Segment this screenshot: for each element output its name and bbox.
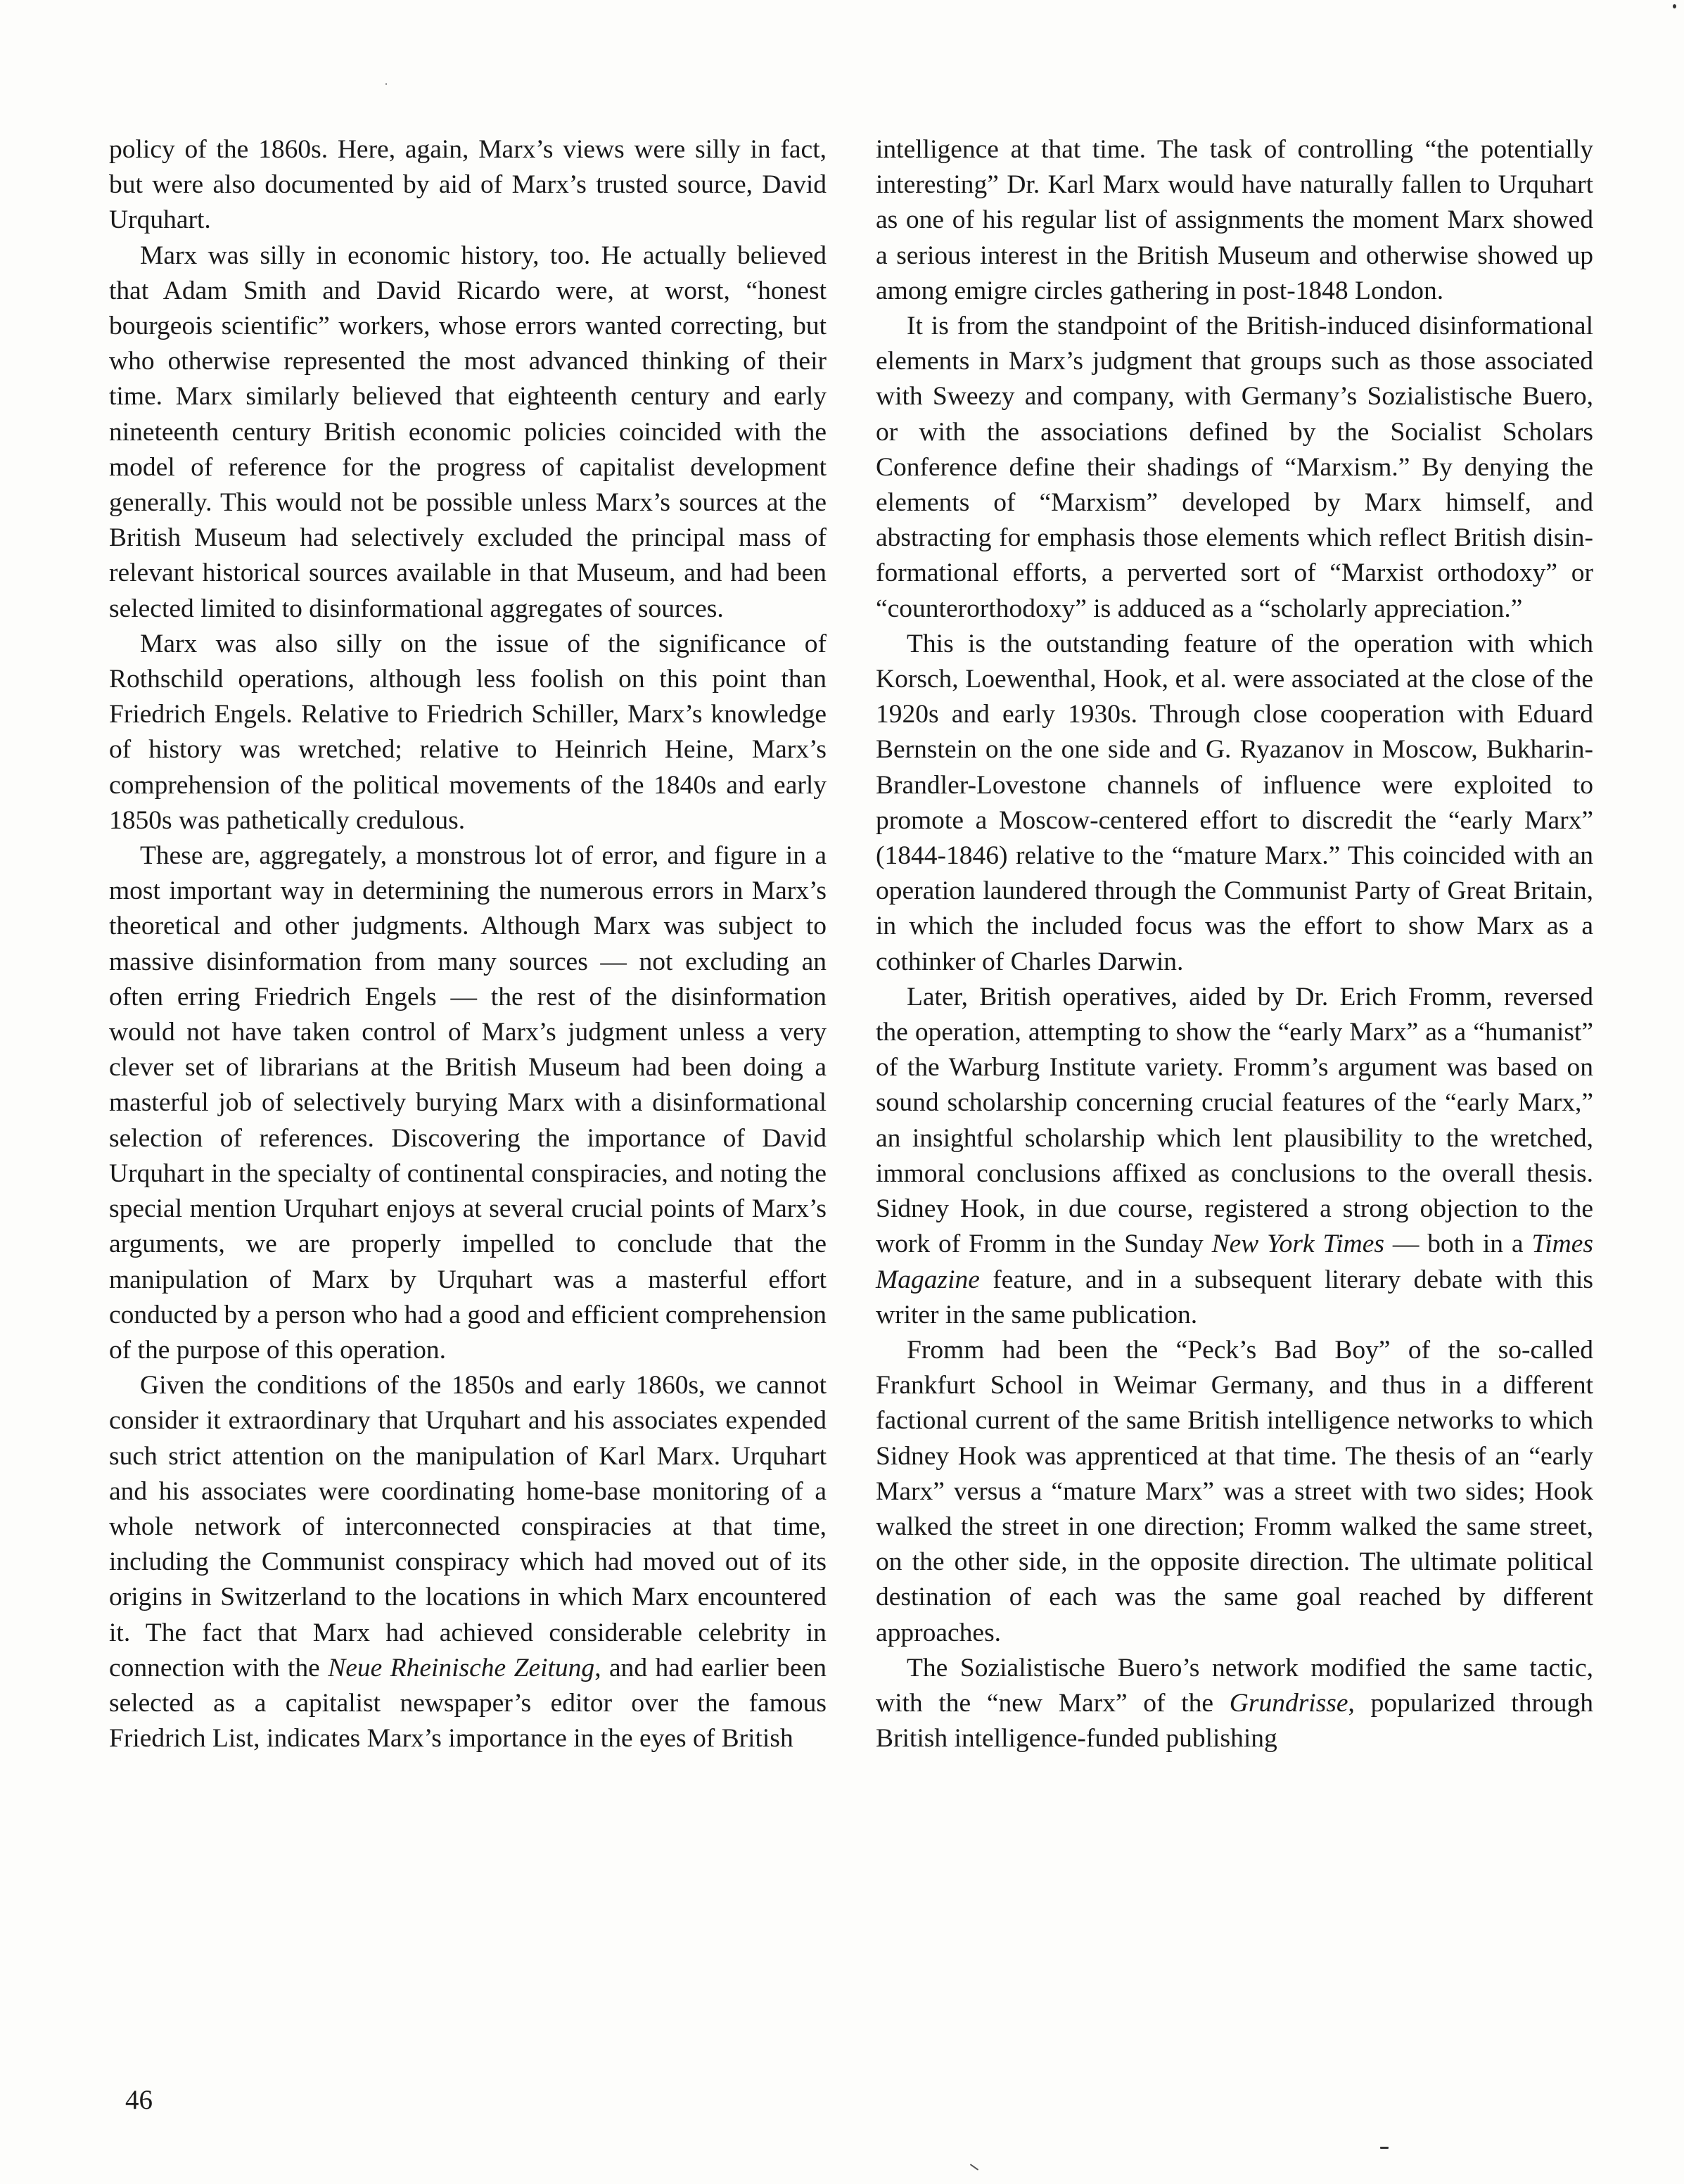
paragraph xyxy=(876,1651,1593,1757)
paragraph xyxy=(876,980,1593,1333)
text-run: Marx was also silly on the issue of the significance of Rothschild operations, although less foolish on this point than Friedrich Engels. Relative to Friedrich Schiller, Marx’s knowledge of history was wretched; relative to Heinrich Heine, Marx’s comprehension of the political movements of the 1840s and early 1850s was pathetically credulous. xyxy=(109,629,827,835)
text-run: It is from the standpoint of the British-induced disinformational elements in Marx’s judgment that groups such as those associated with Sweezy and company, with Germany’s Sozialistische Buero, or with the associations defined by the Socialist Scholars Conference define their shadings of “Marxism.” By denying the elements of “Marxism” developed by Marx himself, and abstracting for emphasis those elements which reflect British disinformational efforts, a perverted sort of “Marxist orthodoxy” or “counterorthodoxy” is adduced as a “scholarly appreciation.” xyxy=(876,312,1593,623)
italic-title: Grundrisse xyxy=(1229,1688,1348,1718)
paragraph xyxy=(109,132,827,238)
text-run: feature, and in a subsequent literary debate with this writer in the same publication. xyxy=(876,1265,1593,1329)
right-text-column xyxy=(876,132,1593,1756)
italic-title: Neue Rheinische Zeitung xyxy=(328,1653,595,1682)
scan-speck xyxy=(1673,4,1676,8)
paragraph xyxy=(109,238,827,627)
paragraph xyxy=(876,132,1593,309)
text-run: intelligence at that time. The task of controlling “the potentially interesting” Dr. Karl Marx would have naturally fallen to Urquhart as one of his regular list of assignments the moment Marx showed a serious interest in the British Museum and otherwise showed up among emigre circles gathering in post-1848 London. xyxy=(876,135,1593,305)
paragraph xyxy=(876,309,1593,627)
italic-title: New York Times xyxy=(1211,1230,1384,1259)
paragraph xyxy=(109,627,827,838)
text-run: Later, British operatives, aided by Dr. Erich Fromm, reversed the operation, attempting to show the “early Marx” as a “humanist” of the Warburg Institute variety. Fromm’s argument was based on sound scholarship concerning crucial features of the “early Marx,” an insightful scholarship which lent plausibility to the wretched, immoral conclusions affixed as conclusions to the overall thesis. Sidney Hook, in due course, registered a strong objection to the work of Fromm in the Sunday xyxy=(876,982,1593,1259)
scan-speck xyxy=(970,2164,979,2171)
text-run: , and had earlier been selected as a capitalist newspaper’s editor over the famous Friedrich List, indicates Marx’s importance in the eyes of British xyxy=(109,1653,827,1754)
text-run: — both in a xyxy=(1384,1230,1532,1259)
page-number: 46 xyxy=(125,2085,153,2115)
left-text-column xyxy=(109,132,827,1756)
text-run: Marx was silly in economic history, too. He actually believed that Adam Smith and David Ricardo were, at worst, “honest bourgeois scientific” workers, whose errors wanted correcting, but who otherwise represented the most advanced thinking of their time. Marx similarly believed that eighteenth century and early nineteenth century British economic policies coincided with the model of reference for the progress of capitalist development generally. This would not be possible unless Marx’s sources at the British Museum had selectively excluded the principal mass of relevant historical sources available in that Museum, and had been selected limited to disinformational aggregates of sources. xyxy=(109,241,827,623)
text-run: Given the conditions of the 1850s and early 1860s, we cannot consider it extraordinary that Urquhart and his associates expended such strict attention on the manipulation of Karl Marx. Urquhart and his associates were coordinating home-base monitoring of a whole network of interconnected conspiracies at that time, including the Communist conspiracy which had moved out of its origins in Switzerland to the locations in which Marx encountered it. The fact that Marx had achieved considerable celebrity in connection with the xyxy=(109,1371,827,1682)
text-run: This is the outstanding feature of the operation with which Korsch, Loewenthal, Hook, et al. were associated at the close of the 1920s and early 1930s. Through close cooperation with Eduard Bernstein on the one side and G. Ryazanov in Moscow, Bukharin-Brandler-Lovestone channels of influence were exploited to promote a Moscow-centered effort to discredit the “early Marx” (1844-1846) relative to the “mature Marx.” This coincided with an operation laundered through the Communist Party of Great Britain, in which the included focus was the effort to show Marx as a cothinker of Charles Darwin. xyxy=(876,629,1593,976)
paragraph xyxy=(876,627,1593,980)
text-run: Fromm had been the “Peck’s Bad Boy” of the so-called Frankfurt School in Weimar Germany, and thus in a different factional current of the same British intelligence networks to which Sidney Hook was apprenticed at that time. The thesis of an “early Marx” versus a “mature Marx” was a street with two sides; Hook walked the street in one direction; Fromm walked the same street, on the other side, in the opposite direction. The ultimate political destination of each was the same goal reached by different approaches. xyxy=(876,1335,1593,1647)
text-run: The Sozialistische Buero’s network modified the same tactic, with the “new Marx” of the xyxy=(876,1653,1593,1718)
paragraph xyxy=(109,838,827,1368)
text-run: policy of the 1860s. Here, again, Marx’s views were silly in fact, but were also documented by aid of Marx’s trusted source, David Urquhart. xyxy=(109,135,827,235)
scan-speck xyxy=(1380,2147,1389,2149)
italic-title: Times Magazine xyxy=(876,1230,1593,1294)
paragraph xyxy=(109,1368,827,1756)
scan-speck xyxy=(385,83,387,85)
text-run: , popularized through British intelligence-funded publishing xyxy=(876,1688,1593,1754)
text-run: These are, aggregately, a monstrous lot of error, and figure in a most important way in determining the numerous errors in Marx’s theoretical and other judgments. Although Marx was subject to massive disinformation from many sources — not excluding an often erring Friedrich Engels — the rest of the disinformation would not have taken control of Marx’s judgment unless a very clever set of librarians at the British Museum had been doing a masterful job of selectively burying Marx with a disinformational selection of references. Discovering the importance of David Urquhart in the specialty of continental conspiracies, and noting the special mention Urquhart enjoys at several crucial points of Marx’s arguments, we are properly impelled to conclude that the manipulation of Marx by Urquhart was a masterful effort conducted by a person who had a good and efficient comprehension of the purpose of this operation. xyxy=(109,841,827,1365)
paragraph xyxy=(876,1333,1593,1651)
